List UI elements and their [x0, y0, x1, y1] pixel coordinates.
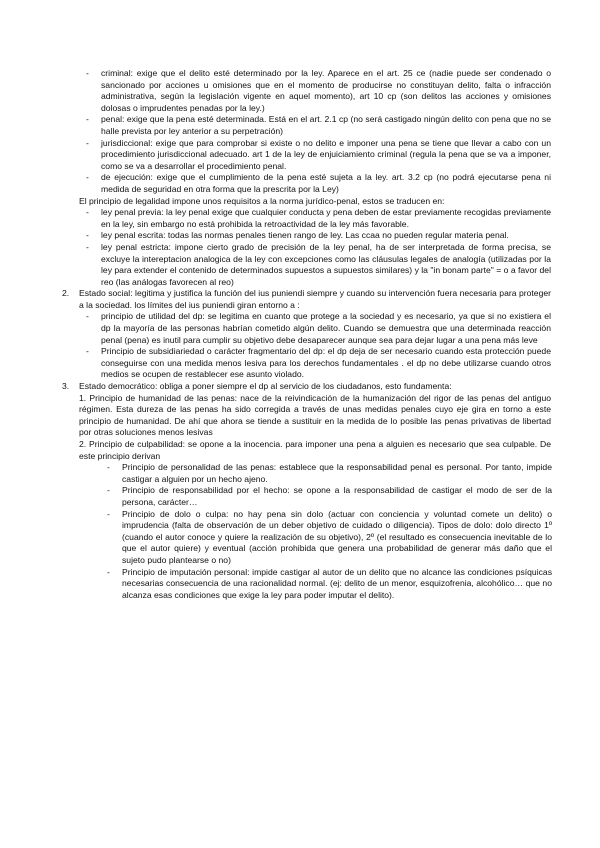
bullet-dash: -: [107, 566, 110, 577]
list-item: [86, 346, 551, 381]
paragraph-intro: El principio de legalidad impone unos requisitos a la norma jurídico-penal, estos se traducen en:: [79, 195, 445, 206]
bullet-dash: -: [107, 485, 110, 496]
section-text: Estado social: legitima y justifica la función del ius puniendi siempre y cuando su intervención fuera necesaria para proteger a la sociedad. los límites del ius puniendi giran entorno a :: [79, 288, 551, 310]
numbered-section-social: [62, 288, 551, 311]
list-item-text: Principio de subsidiariedad o carácter fragmentario del dp: el dp deja de ser necesario cuando esta protección puede conseguirse con una medida menos lesiva para los derechos fundamentales . el dp no debe utilizarse cuando otros medios se ocupen de restablecer ese asunto violado.: [101, 346, 551, 380]
list-item: [86, 114, 551, 137]
list-item: [107, 566, 552, 602]
bullet-dash: -: [86, 207, 89, 218]
list-item-text: ley penal previa: la ley penal exige que cualquier conducta y pena deben de estar previamente recogidas previamente en la ley, sin embargo no está prohibida la retroactividad de la ley más favorable.: [101, 207, 551, 229]
list-item-text: ley penal estricta: impone cierto grado de precisión de la ley penal, ha de ser interpretada de forma precisa, se excluye la intereptacion analogica de la ley con excepciones como las cláusulas legales de analogía (utilizadas por la ley para extender el contenido de determinados supuestos a supuestos similares) y la "in bonam parte" = o a favor del reo (las análogas favorecen al reo): [101, 241, 551, 287]
bullet-dash: -: [107, 508, 110, 519]
bullet-dash: -: [86, 137, 89, 148]
list-item: [86, 207, 551, 230]
bullet-dash: -: [86, 241, 89, 252]
list-item: [86, 137, 551, 173]
list-item: [107, 462, 552, 485]
list-item-text: principio de utilidad del dp: se legitima en cuanto que protege a la sociedad y es necesario, ya que si no existiera el dp la mayoría de las personas habrían cometido algún delito. Cuando se demuestra que una determinada reacción penal (pena) es inutil para cumplir su objetivo debe desaparecer aunque sea para dejar lugar a una pena más leve: [101, 311, 551, 345]
bullet-dash: -: [107, 462, 110, 473]
list-item-text: Principio de imputación personal: impide castigar al autor de un delito que no alcance las condiciones psíquicas necesarias consecuencia de una racionalidad normal. (ej: delito de un menor, esquizofrenia, alcohólico… que no alcanza esas condiciones que exige la ley para poder imputar el delito).: [122, 566, 552, 600]
bullet-dash: -: [86, 311, 89, 322]
list-item: [86, 241, 551, 288]
section-number: 3.: [62, 381, 70, 392]
list-item-text: Principio de responsabilidad por el hecho: se opone a la responsabilidad de castigar el modo de ser de la persona, carácter…: [122, 485, 552, 507]
bullet-dash: -: [86, 114, 89, 125]
list-item-text: criminal: exige que el delito esté determinado por la ley. Aparece en el art. 25 ce (nadie puede ser condenado o sancionado por acciones u omisiones que en el momento de producirse no constituyan delito, falta o infracción administrativa, según la legislación vigente en aquel momento), art 10 cp (son delitos las acciones y omisiones dolosas o imprudentes penadas por la ley.): [101, 68, 551, 113]
list-item: [86, 230, 551, 242]
list-item: [107, 485, 552, 508]
list-item-text: penal: exige que la pena esté determinada. Está en el art. 2.1 cp (no será castigado ningún delito con pena que no se halle prevista por ley anterior a su perpetración): [101, 114, 551, 136]
list-item-text: de ejecución: exige que el cumplimiento de la pena esté sujeta a la ley. art. 3.2 cp (no podrá ejecutarse pena ni medida de seguridad en otra forma que la prescrita por la Ley): [101, 172, 551, 194]
bullet-dash: -: [86, 230, 89, 241]
list-item-text: Principio de dolo o culpa: no hay pena sin dolo (actuar con conciencia y voluntad comete un delito) o imprudencia (falta de observación de un deber objetivo de cuidado o diligencia). Tipos de dolo: dolo directo 1º (cuando el autor conoce y quiere la realización de su objetivo), 2º (el resultado es consecuencia inevitable de lo que el autor quiere) y eventual (acción prohibida que genera una probabilidad de generar más daño que el sujeto pudo plantearse o no): [122, 508, 552, 565]
list-item: [86, 172, 551, 195]
bullet-dash: -: [86, 172, 89, 183]
list-item: [107, 508, 552, 567]
list-item-text: jurisdiccional: exige que para comprobar si existe o no delito e imponer una pena se tiene que llevar a cabo con un procedimiento jurisdiccional adecuado. art 1 de la ley de enjuiciamiento criminal (regula la pena que se va a imponer, como se va a desarrollar el procedimiento penal.: [101, 137, 551, 171]
bullet-dash: -: [86, 346, 89, 357]
section-text: Estado democrático: obliga a poner siempre el dp al servicio de los ciudadanos, esto fundamenta:: [79, 381, 452, 392]
subsection-humanidad: 1. Principio de humanidad de las penas: nace de la reivindicación de la humanización del rigor de las penas del antiguo régimen. Esta dureza de las penas ha sido corregida a través de unas medidas penales cuyo eje gira en torno a este principio de humanidad. De ahí que ahora se tiende a sustituir en la medida de lo posible las penas privativas de libertad por otras soluciones menos lesivas: [79, 392, 551, 438]
subsection-culpabilidad: 2. Principio de culpabilidad: se opone a la inocencia. para imponer una pena a alguien es necesario que sea culpable. De este principio derivan: [79, 439, 551, 461]
list-item-text: Principio de personalidad de las penas: establece que la responsabilidad penal es personal. Por tanto, impide castigar a alguien por un hecho ajeno.: [122, 462, 552, 484]
bullet-dash: -: [86, 68, 89, 78]
document-page: [0, 68, 600, 601]
list-item-text: ley penal escrita: todas las normas penales tienen rango de ley. Las ccaa no pueden regular materia penal.: [101, 230, 509, 241]
numbered-section-democratico: [62, 381, 551, 393]
list-item: [86, 68, 551, 114]
section-number: 2.: [62, 288, 70, 299]
list-item: [86, 311, 551, 346]
